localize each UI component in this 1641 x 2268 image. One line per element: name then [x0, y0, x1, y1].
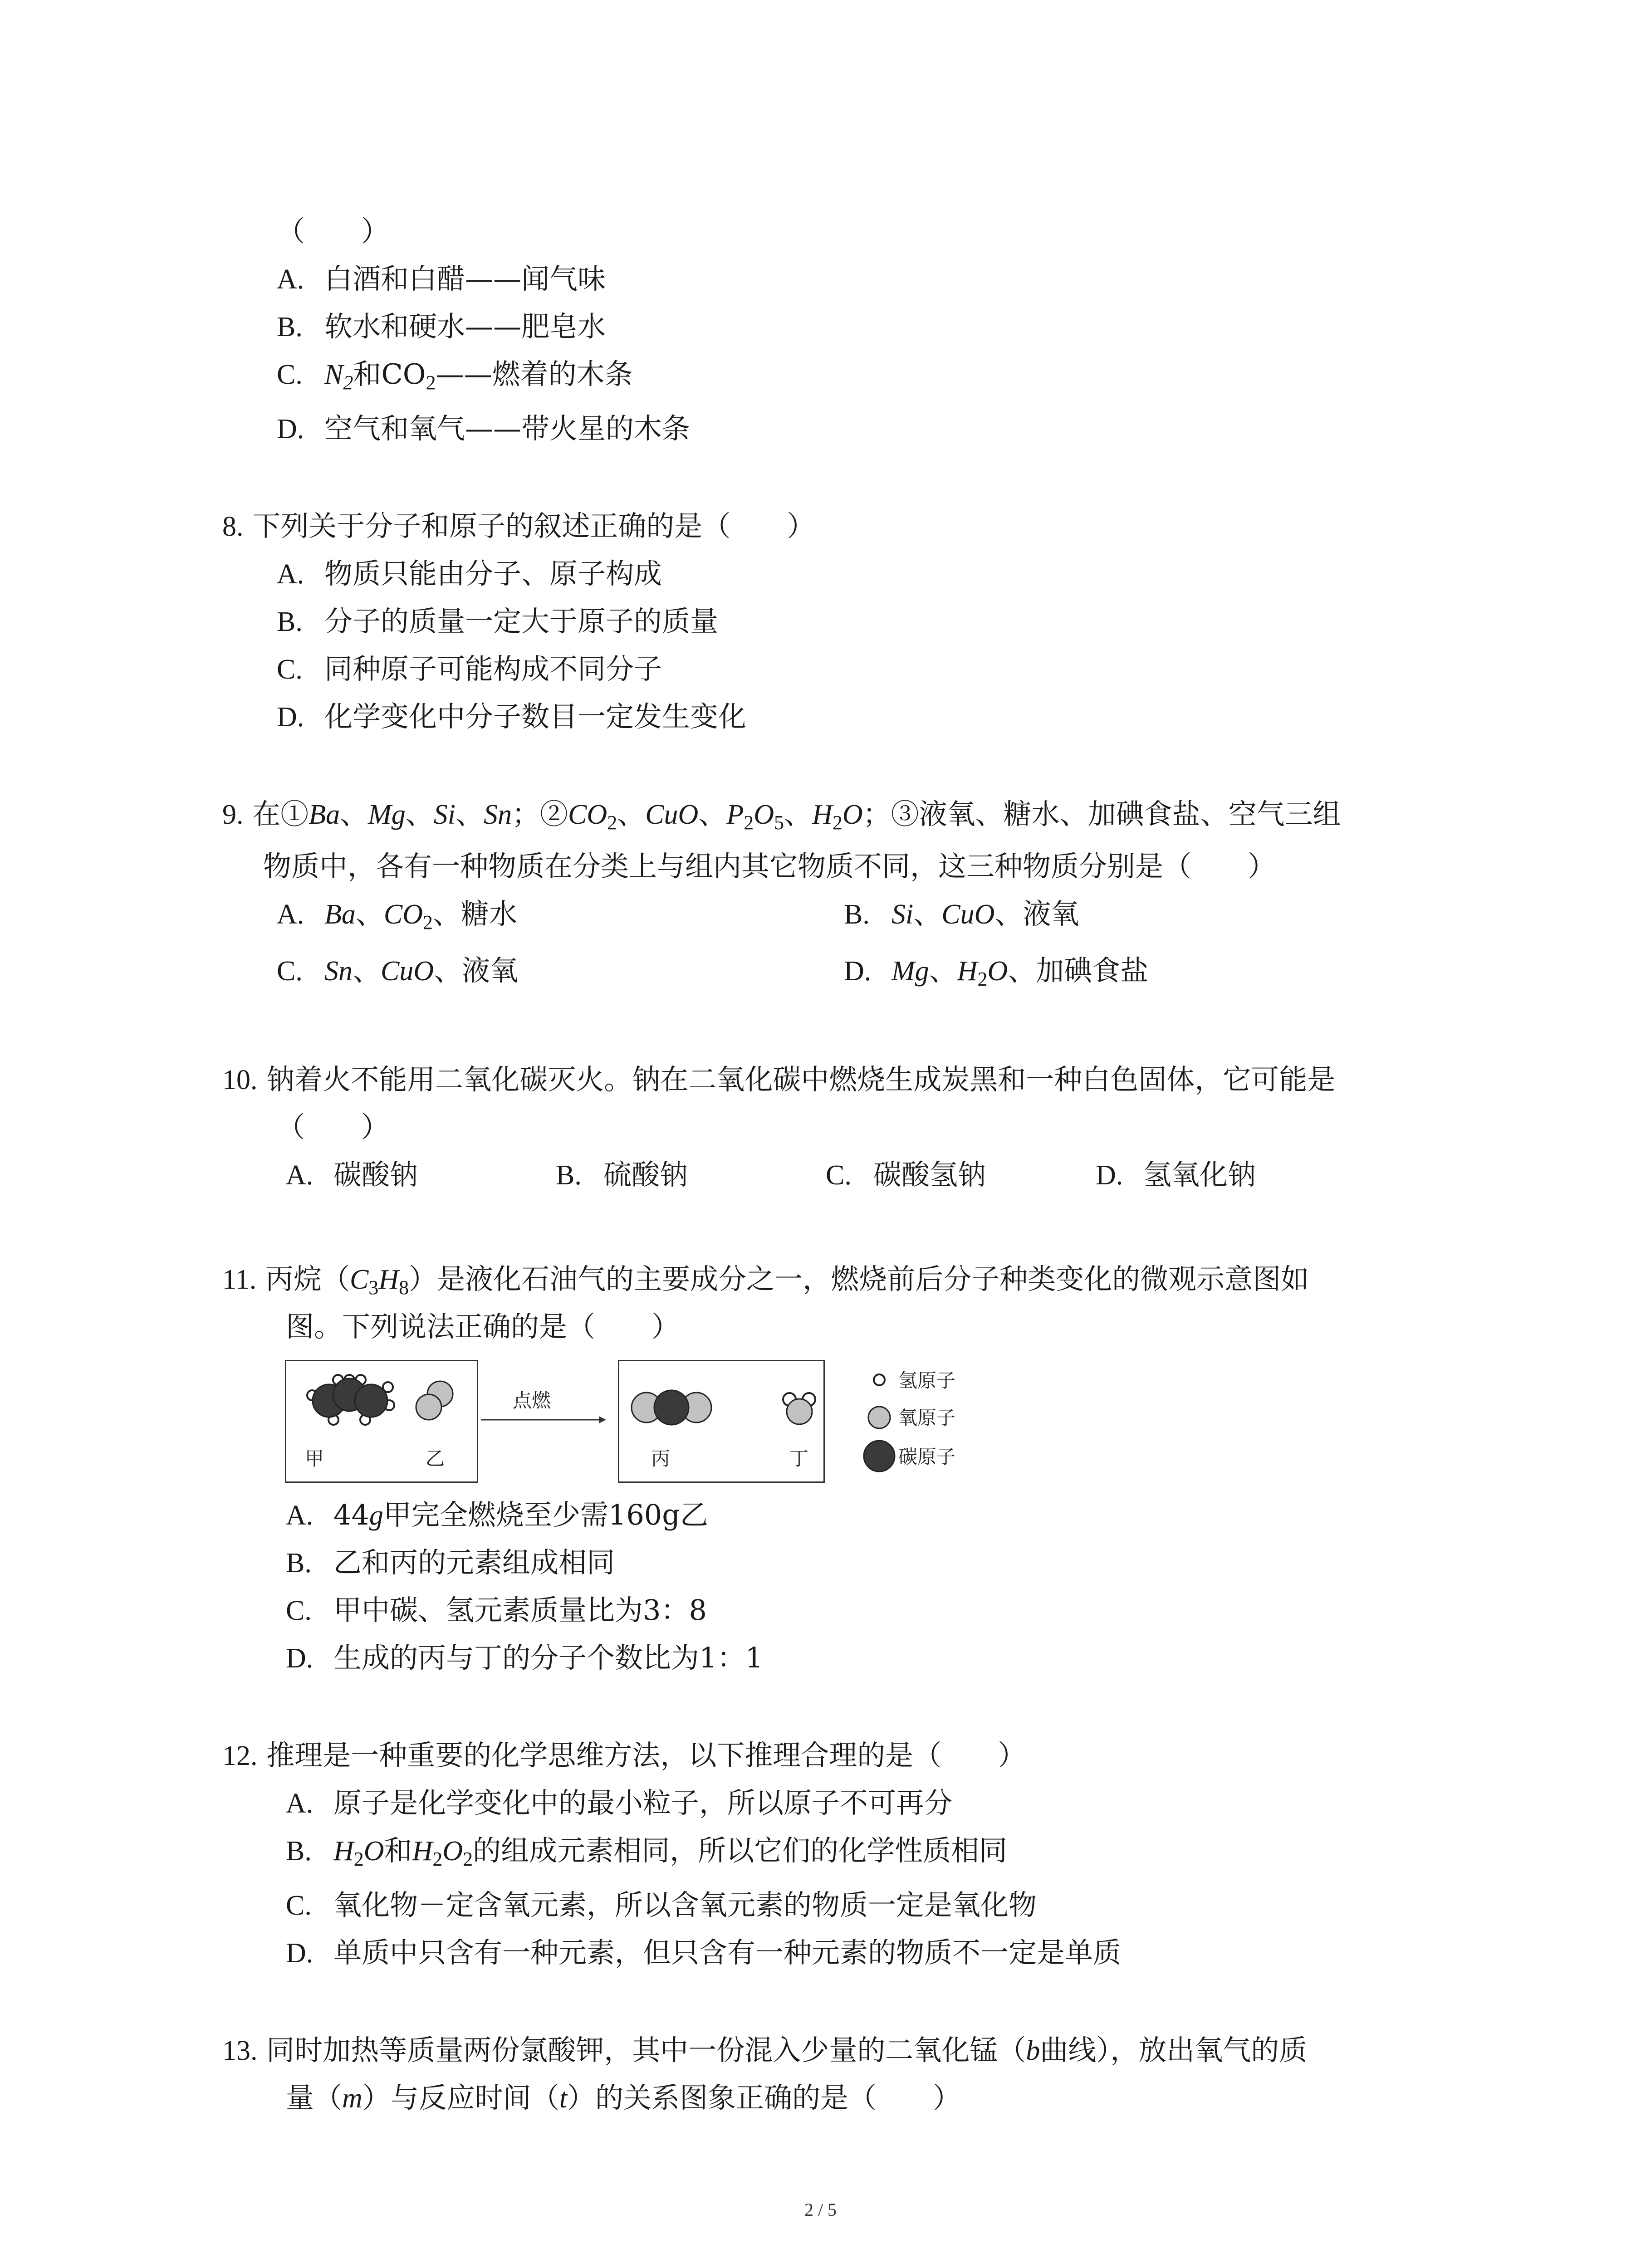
question-number: 11. — [222, 1264, 257, 1295]
q10-stem: 10. 钠着火不能用二氧化碳灭火。钠在二氧化碳中燃烧生成炭黑和一种白色固体，它可能是 — [222, 1063, 1336, 1096]
option-label: D. — [286, 1643, 314, 1674]
option-label: D. — [277, 414, 304, 445]
option-label: C. — [277, 956, 303, 987]
propane-molecule — [307, 1375, 394, 1425]
option-label: C. — [826, 1160, 852, 1191]
q8-stem: 8. 下列关于分子和原子的叙述正确的是（ ） — [222, 509, 815, 543]
q9-option-b: B. Si、CuO、液氧 — [844, 896, 1079, 933]
option-text: 空气和氧气——带火星的木条 — [324, 412, 691, 445]
formula-co2: 和$CO_2$ — [353, 357, 436, 394]
option-label: B. — [286, 1548, 312, 1579]
option-label: B. — [277, 606, 303, 637]
option-label: A. — [277, 559, 304, 590]
legend-hydrogen-label: 氢原子 — [898, 1369, 956, 1392]
q12-stem: 12. 推理是一种重要的化学思维方法，以下推理合理的是（ ） — [222, 1739, 1026, 1772]
q9-option-c: C. Sn、CuO、液氧 — [277, 953, 518, 989]
formula-n2: $N_2$ — [324, 359, 353, 394]
option-label: A. — [277, 264, 304, 295]
question-number: 12. — [222, 1740, 258, 1771]
co2-molecule — [632, 1390, 711, 1425]
option-label: B. — [556, 1160, 582, 1191]
label-bing: 丙 — [651, 1447, 671, 1470]
q11-option-b: B. 乙和丙的元素组成相同 — [286, 1545, 615, 1581]
q9-stem: 9. 在①Ba、Mg、Si、Sn；$②CO_2$、CuO、$P_2O_5$、$H_2O$；③液氧、糖水、加碘食盐、空气三组 — [222, 797, 1341, 834]
label-yi: 乙 — [426, 1447, 445, 1470]
q12-option-c: C. 氧化物－定含氧元素，所以含氧元素的物质一定是氧化物 — [286, 1887, 1037, 1924]
option-label: A. — [277, 899, 304, 930]
arrow-head — [599, 1416, 606, 1423]
option-text: 白酒和白醋——闻气味 — [324, 262, 606, 295]
q8-option-a: A. 物质只能由分子、原子构成 — [277, 556, 662, 592]
option-label: C. — [277, 654, 303, 685]
oxygen-molecule — [416, 1381, 453, 1420]
question-number: 8. — [222, 511, 244, 542]
legend-hydrogen-icon — [874, 1374, 885, 1385]
option-label: B. — [844, 899, 870, 930]
option-label: A. — [286, 1160, 314, 1191]
q10-option-a: A. 碳酸钠 — [286, 1157, 418, 1193]
q7-paren: （ ） — [277, 215, 390, 248]
q7-option-c — [277, 356, 633, 393]
legend — [864, 1369, 955, 1471]
legend-oxygen-label: 氧原子 — [898, 1407, 956, 1429]
q11-option-d: D. 生成的丙与丁的分子个数比为1：1 — [286, 1640, 763, 1677]
q8-option-c: C. 同种原子可能构成不同分子 — [277, 651, 662, 688]
q13-stem: 13. 同时加热等质量两份氯酸钾，其中一份混入少量的二氧化锰（b曲线），放出氧气的质 — [222, 2033, 1308, 2067]
legend-carbon-label: 碳原子 — [898, 1446, 956, 1468]
q12-option-d: D. 单质中只含有一种元素，但只含有一种元素的物质不一定是单质 — [286, 1935, 1121, 1971]
option-text: ——燃着的木条 — [436, 357, 633, 391]
q11-stem: 11. 丙烷$(C_3H_8)$是液化石油气的主要成分之一，燃烧前后分子种类变化的微观示意图如 — [222, 1262, 1309, 1299]
option-text: 软水和硬水——肥皂水 — [324, 310, 606, 343]
q10-option-b: B. 硫酸钠 — [556, 1157, 688, 1193]
q13-stem-line2: 量（m）与反应时间（t）的关系图象正确的是（ ） — [286, 2081, 961, 2114]
water-molecule — [783, 1393, 815, 1424]
question-number: 9. — [222, 799, 244, 830]
page-number: 2 / 5 — [804, 2200, 837, 2220]
q11-stem-line2: 图。下列说法正确的是（ ） — [286, 1310, 680, 1343]
reaction-diagram — [281, 1356, 998, 1488]
option-label: D. — [277, 702, 304, 733]
legend-oxygen-icon — [868, 1407, 890, 1428]
question-number: 10. — [222, 1065, 258, 1095]
option-label: C. — [286, 1595, 312, 1626]
option-label: A. — [286, 1788, 314, 1819]
option-label: D. — [844, 956, 872, 987]
q7-option-b — [277, 308, 606, 345]
option-label: D. — [286, 1938, 314, 1969]
q7-option-d — [277, 411, 690, 447]
q8-option-b: B. 分子的质量一定大于原子的质量 — [277, 603, 718, 640]
q11-option-a: A. 44g甲完全燃烧至少需160g乙 — [286, 1497, 708, 1534]
question-number: 13. — [222, 2035, 258, 2066]
q9-stem-line2: 物质中，各有一种物质在分类上与组内其它物质不同，这三种物质分别是（ ） — [263, 850, 1276, 883]
option-label: A. — [286, 1500, 314, 1531]
q12-option-b: B. $H_2O$和$H_2O_2$的组成元素相同，所以它们的化学性质相同 — [286, 1834, 1008, 1870]
label-ding: 丁 — [789, 1447, 809, 1470]
q10-paren: （ ） — [277, 1110, 390, 1144]
q12-option-a: A. 原子是化学变化中的最小粒子，所以原子不可再分 — [286, 1785, 952, 1822]
q11-option-c: C. 甲中碳、氢元素质量比为3：8 — [286, 1592, 707, 1629]
option-label: D. — [1096, 1160, 1123, 1191]
q10-option-c: C. 碳酸氢钠 — [826, 1157, 986, 1193]
q9-option-a: A. Ba、$CO_2$、糖水 — [277, 897, 518, 934]
option-label: C. — [286, 1890, 312, 1921]
q10-option-d: D. 氢氧化钠 — [1096, 1157, 1256, 1193]
q9-option-d: D. Mg、$H_2O$、加碘食盐 — [844, 954, 1149, 990]
arrow-label: 点燃 — [513, 1389, 551, 1412]
label-jia: 甲 — [305, 1447, 324, 1470]
option-label: B. — [286, 1836, 312, 1867]
option-label: B. — [277, 312, 303, 342]
legend-carbon-icon — [864, 1441, 895, 1471]
q7-option-a — [277, 261, 606, 298]
option-label: C. — [277, 359, 303, 390]
q8-option-d: D. 化学变化中分子数目一定发生变化 — [277, 699, 746, 735]
